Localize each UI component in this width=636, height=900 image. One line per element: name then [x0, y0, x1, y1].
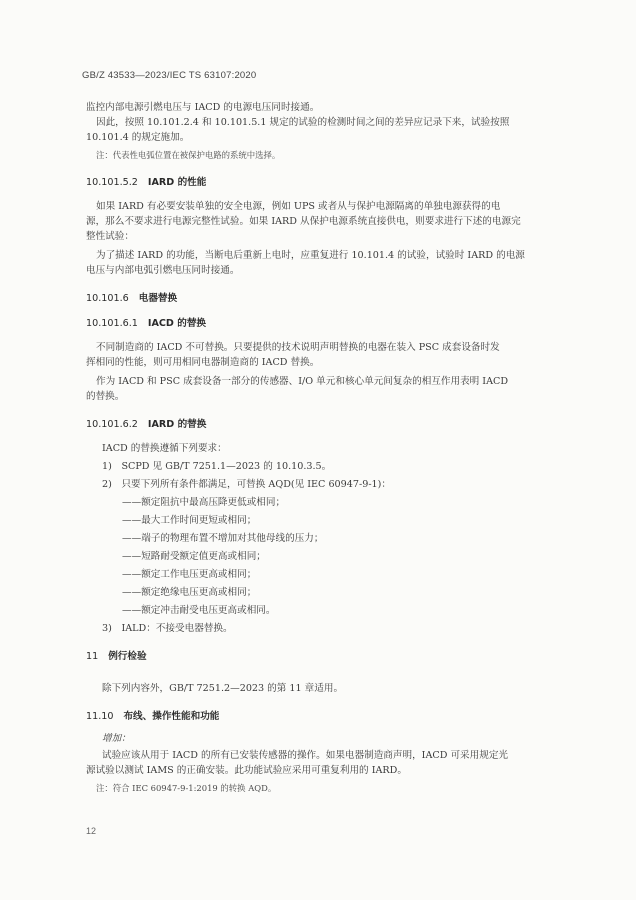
list-subitem: ——短路耐受额定值更高或相同；: [122, 551, 266, 562]
section-title: IARD 的性能: [147, 177, 207, 188]
paragraph-line: 源试验以测试 IAMS 的正确安装。此功能试验应采用可重复利用的 IARD。: [86, 765, 407, 776]
list-subitem: ——端子的物理布置不增加对其他母线的压力；: [122, 533, 324, 544]
list-subitem: ——额定绝缘电压更高或相同；: [122, 587, 257, 598]
section-title: IARD 的替换: [147, 419, 207, 430]
section-number: 10.101.6: [86, 293, 129, 304]
section-number: 10.101.5.2: [86, 177, 138, 188]
section-number: 10.101.6.1: [86, 318, 138, 329]
note-text: 注：代表性电弧位置在被保护电路的系统中选择。: [96, 150, 281, 160]
addition-label: 增加：: [102, 733, 131, 744]
list-subitem: ——额定工作电压更高或相同；: [122, 569, 257, 580]
list-subitem: ——额定阻抗中最高压降更低或相同；: [122, 497, 286, 508]
paragraph-line: 不同制造商的 IACD 不可替换。只要提供的技术说明声明替换的电器在装入 PSC 成套设备时发: [96, 342, 500, 353]
list-subitem: ——最大工作时间更短或相同；: [122, 515, 257, 526]
paragraph-line: 挥相同的性能，则可用相同电器制造商的 IACD 替换。: [86, 357, 320, 368]
paragraph-line: 如果 IARD 有必要安装单独的安全电源，例如 UPS 或者从与保护电源隔离的单独电源获得的电: [96, 201, 501, 212]
paragraph-line: 源，那么不要求进行电源完整性试验。如果 IARD 从保护电源系统直接供电，则要求进行下述的电源完: [86, 216, 521, 227]
section-heading-10-101-6-1: [86, 318, 206, 330]
section-title: 电器替换: [138, 293, 178, 304]
paragraph-line: 电压与内部电弧引燃电压同时接通。: [86, 265, 240, 276]
paragraph-line: 试验应该从用于 IACD 的所有已安装传感器的操作。如果电器制造商声明，IACD 可采用规定光: [102, 750, 509, 761]
section-title: 布线、操作性能和功能: [123, 711, 220, 722]
section-heading-10-101-5-2: [86, 177, 206, 189]
section-heading-11-10: [86, 711, 219, 723]
paragraph-line: 的替换。: [86, 391, 125, 402]
section-title: IACD 的替换: [147, 318, 207, 329]
note-text: 注：符合 IEC 60947-9-1:2019 的转换 AQD。: [96, 783, 277, 793]
page-number: 12: [86, 826, 97, 836]
standard-header: GB/Z 43533—2023/IEC TS 63107:2020: [82, 70, 257, 81]
list-item: 3) IALD：不接受电器替换。: [102, 623, 233, 634]
section-number: 11.10: [86, 711, 114, 722]
paragraph-line: 为了描述 IARD 的功能，当断电后重新上电时，应重复进行 10.101.4 的试验，试验时 IARD 的电源: [96, 250, 525, 261]
section-number: 10.101.6.2: [86, 419, 138, 430]
section-heading-10-101-6: [86, 293, 177, 305]
paragraph-line: 10.101.4 的规定施加。: [86, 132, 190, 143]
section-number: 11: [86, 651, 99, 662]
paragraph-line: 监控内部电源引燃电压与 IACD 的电源电压同时接通。: [86, 102, 320, 113]
list-intro: IACD 的替换遵循下列要求：: [102, 443, 227, 454]
section-title: 例行检验: [108, 651, 147, 662]
paragraph-line: 作为 IACD 和 PSC 成套设备一部分的传感器、I/O 单元和核心单元间复杂的相互作用表明 IACD: [96, 376, 509, 387]
list-subitem: ——额定冲击耐受电压更高或相同。: [122, 605, 276, 616]
list-item: 1) SCPD 见 GB/T 7251.1—2023 的 10.10.3.5。: [102, 461, 332, 472]
list-item: 2) 只要下列所有条件都满足，可替换 AQD(见 IEC 60947-9-1)：: [102, 479, 391, 490]
section-heading-10-101-6-2: [86, 419, 206, 431]
paragraph-line: 整性试验：: [86, 231, 134, 242]
paragraph-line: 除下列内容外，GB/T 7251.2—2023 的第 11 章适用。: [102, 683, 344, 694]
paragraph-line: 因此，按照 10.101.2.4 和 10.101.5.1 规定的试验的检测时间之间的差异应记录下来，试验按照: [96, 117, 510, 128]
section-heading-11: [86, 651, 147, 663]
